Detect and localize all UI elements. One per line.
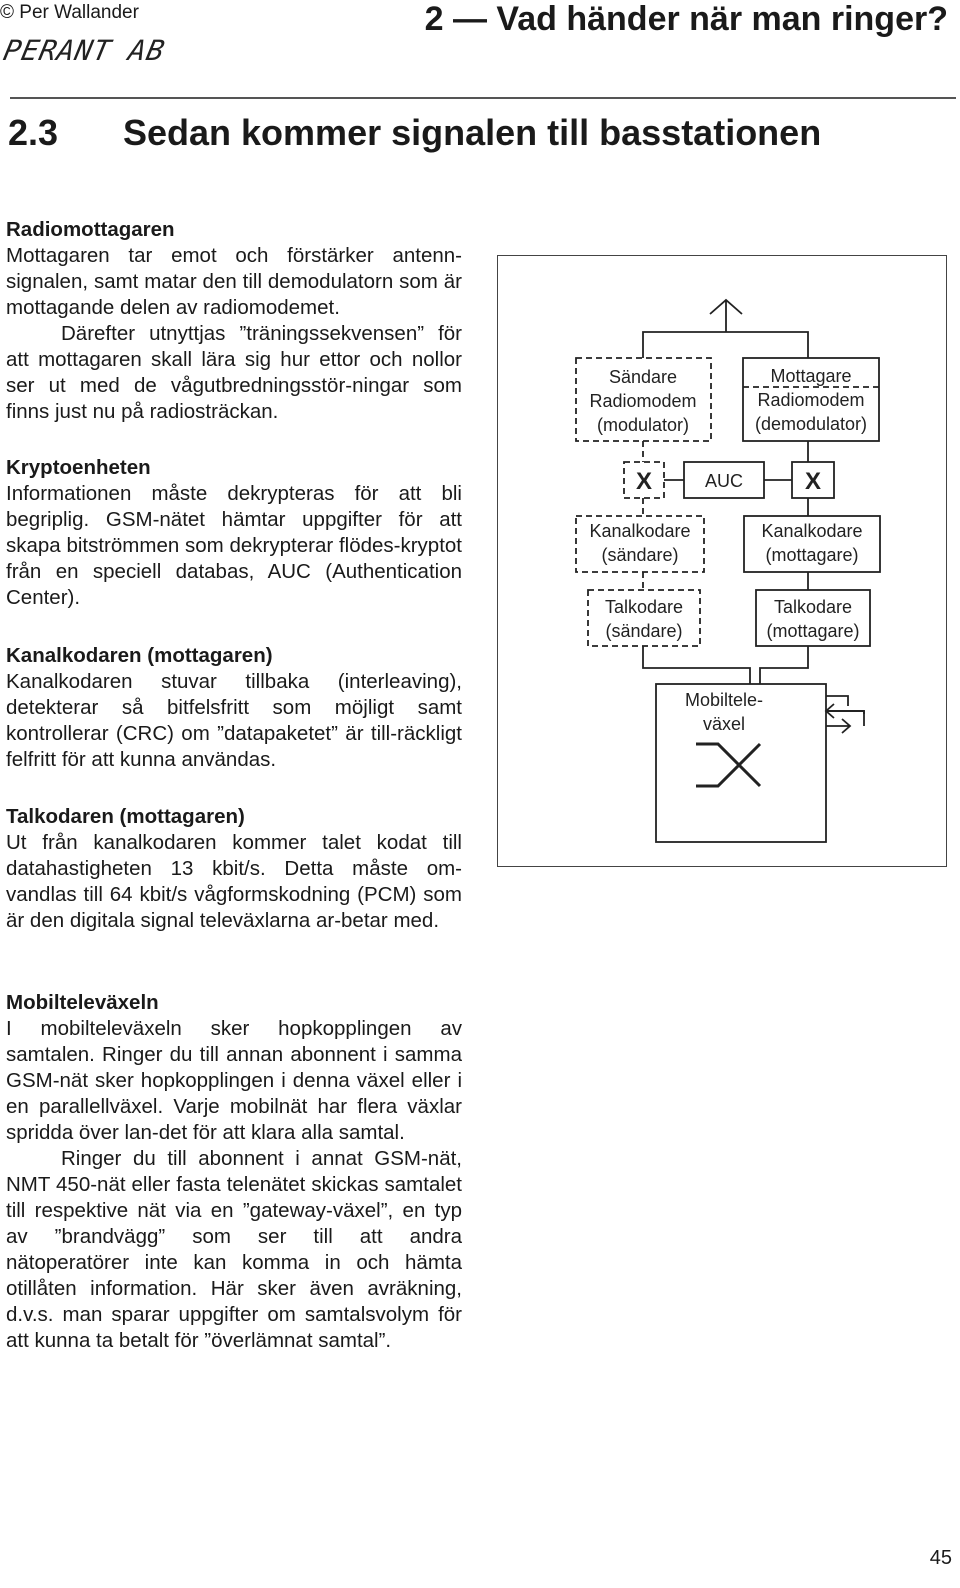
antenna-bus-line xyxy=(643,332,808,358)
block-kryptoenheten xyxy=(6,455,462,611)
block-paragraph: Ringer du till abonnent i annat GSM-nät, NMT 450-nät eller fasta telenätet skickas samtalet till respektive nät via en ”gateway-växel”, en typ av ”brandvägg” som ser till att andra nätoperatörer inte kan komma in och hämta otillåten information. Här sker även avräkning, d.v.s. man sparar uppgifter om samtalsvolym för att kunna ta betalt för ”överlämnat samtal”. xyxy=(6,1147,462,1352)
block-kanalkodaren xyxy=(6,643,462,773)
speech-coder-receiver-label: Talkodare xyxy=(773,597,853,617)
receiver-modem-label: Mottagare xyxy=(770,366,852,386)
block-paragraph: Ut från kanalkodaren kommer talet kodat till datahastigheten 13 kbit/s. Detta måste om-vandlas till 64 kbit/s vågformskodning (PCM) som är den digitala signal televäxlarna ar-betar med. xyxy=(6,831,462,932)
block-talkodaren xyxy=(6,804,462,934)
channel-coder-receiver-label: Kanalkodare xyxy=(761,521,863,541)
crypto-receiver-label: X xyxy=(804,468,822,495)
block-radiomottagaren xyxy=(6,217,462,425)
block-paragraph: Mottagaren tar emot och förstärker antenn-signalen, samt matar den till demodulatorn som är mottagande delen av radiomodemet. xyxy=(6,244,462,319)
block-heading: Mobilteleväxeln xyxy=(6,991,159,1014)
sender-modem-label: Radiomodem xyxy=(589,391,697,411)
sender-modem-label: (modulator) xyxy=(596,415,690,435)
block-paragraph: I mobilteleväxeln sker hopkopplingen av samtalen. Ringer du till annan abonnent i samma GSM-nät sker hopkopplingen i denna växel eller i en parallellväxel. Varje mobilnät har flera växlar spridda över lan-det för att klara alla samtal. xyxy=(6,1017,462,1144)
company-logo: PERANT AB xyxy=(0,34,169,67)
mobile-switch-label: Mobiltele- xyxy=(684,690,764,710)
block-paragraph: Kanalkodaren stuvar tillbaka (interleaving), detekterar så bitfelsfritt som möjligt samt kontrollerar (CRC) om ”datapaketet” är till-räckligt felfritt för att kunna användas. xyxy=(6,670,462,771)
block-heading: Radiomottagaren xyxy=(6,218,175,241)
sender-to-switch-line xyxy=(643,646,750,684)
chapter-title: 2 — Vad händer när man ringer? xyxy=(424,0,948,38)
section-title-text: Sedan kommer signalen till basstationen xyxy=(123,112,822,153)
block-paragraph: Därefter utnyttjas ”träningssekvensen” för att mottagaren skall lära sig hur ettor och nollor ser ut med de vågutbredningsstör-ningar som finns just nu på radiosträckan. xyxy=(6,322,462,423)
antenna-icon xyxy=(710,300,742,332)
switch-output-arrow-icon xyxy=(826,704,864,733)
header-divider xyxy=(10,97,956,99)
sender-modem-label: Sändare xyxy=(608,367,678,387)
channel-coder-sender-label: Kanalkodare xyxy=(589,521,691,541)
crypto-sender-label: X xyxy=(635,468,653,495)
receiver-modem-label: (demodulator) xyxy=(754,414,868,434)
speech-coder-receiver-label: (mottagare) xyxy=(766,621,860,641)
mobile-switch-label: växel xyxy=(702,714,746,734)
block-mobiltelevaxeln xyxy=(6,990,462,1354)
section-heading xyxy=(8,112,821,154)
header-copyright: © Per Wallander xyxy=(0,2,139,23)
receiver-modem-label: Radiomodem xyxy=(757,390,865,410)
block-heading: Kanalkodaren (mottagaren) xyxy=(6,644,273,667)
page-number: 45 xyxy=(929,1547,952,1569)
speech-coder-sender-label: Talkodare xyxy=(604,597,684,617)
channel-coder-sender-label: (sändare) xyxy=(601,545,679,565)
block-heading: Kryptoenheten xyxy=(6,456,151,479)
section-number: 2.3 xyxy=(8,112,59,153)
switch-cross-icon xyxy=(696,744,760,786)
block-paragraph: Informationen måste dekrypteras för att bli begriplig. GSM-nätet hämtar uppgifter för att skapa bitströmmen som dekrypterar flödes-kryptot från en speciell databas, AUC (Authentication Center). xyxy=(6,482,462,609)
channel-coder-receiver-label: (mottagare) xyxy=(765,545,859,565)
speech-coder-sender-label: (sändare) xyxy=(605,621,683,641)
base-station-diagram xyxy=(497,255,947,867)
receiver-to-switch-line xyxy=(760,646,808,684)
auc-label: AUC xyxy=(704,471,744,491)
block-heading: Talkodaren (mottagaren) xyxy=(6,805,245,828)
